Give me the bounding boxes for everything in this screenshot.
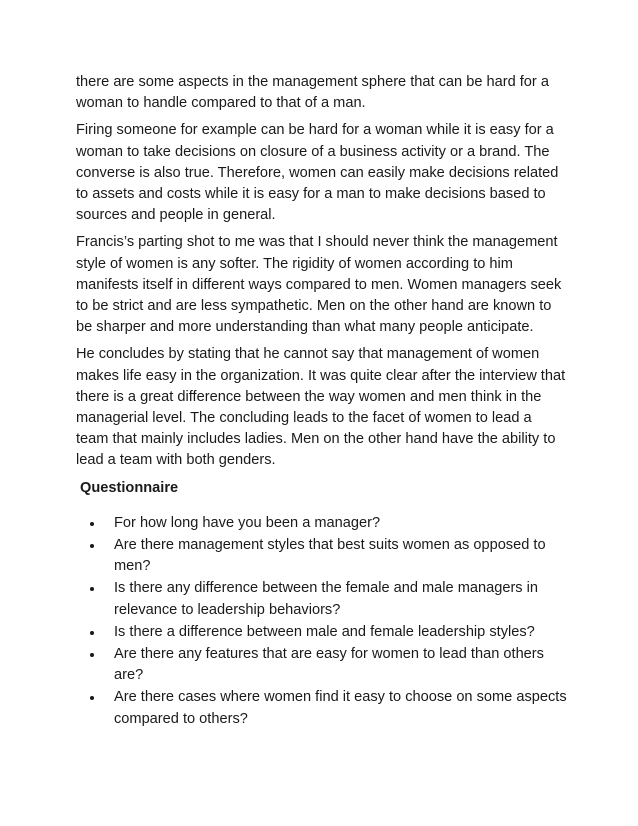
list-item xyxy=(76,535,568,577)
bullet-icon xyxy=(90,544,94,548)
list-item xyxy=(76,622,568,643)
bullet-icon xyxy=(90,631,94,635)
bullet-icon xyxy=(90,653,94,657)
bullet-icon xyxy=(90,696,94,700)
bullet-icon xyxy=(90,522,94,526)
list-item-text: Is there any difference between the female and male managers in relevance to leadership behaviors? xyxy=(114,580,539,618)
paragraph-2: Firing someone for example can be hard for a woman while it is easy for a woman to take decisions on closure of a business activity or a brand. The converse is also true. Therefore, women can easily make decisions related to assets and costs while it is easy for a man to make decisions based to sources and people in general. xyxy=(76,122,559,224)
list-item xyxy=(76,513,568,534)
list-item-text: Are there cases where women find it easy to choose on some aspects compared to others? xyxy=(114,689,567,727)
list-item-text: Is there a difference between male and female leadership styles? xyxy=(114,623,535,640)
list-item xyxy=(76,644,568,686)
paragraph-3: Francis’s parting shot to me was that I should never think the management style of women is any softer. The rigidity of women according to him manifests itself in different ways compared to men. Women managers seek to be strict and are less sympathetic. Men on the other hand are known to be sharper and more understanding than what many people anticipate. xyxy=(76,234,562,336)
list-item-text: Are there management styles that best suits women as opposed to men? xyxy=(114,537,546,575)
questionnaire-heading: Questionnaire xyxy=(80,479,179,496)
questionnaire-list xyxy=(76,513,568,730)
bullet-icon xyxy=(90,587,94,591)
list-item xyxy=(76,578,568,620)
paragraph-4: He concludes by stating that he cannot say that management of women makes life easy in the organization. It was quite clear after the interview that there is a great difference between the way women and men think in the managerial level. The concluding leads to the facet of women to lead a team that mainly includes ladies. Men on the other hand have the ability to lead a team with both genders. xyxy=(76,346,566,469)
list-item-text: For how long have you been a manager? xyxy=(114,514,381,531)
list-item-text: Are there any features that are easy for women to lead than others are? xyxy=(114,646,544,684)
paragraph-1: there are some aspects in the management sphere that can be hard for a woman to handle compared to that of a man. xyxy=(76,74,549,112)
document-body xyxy=(76,72,568,731)
list-item xyxy=(76,687,568,729)
